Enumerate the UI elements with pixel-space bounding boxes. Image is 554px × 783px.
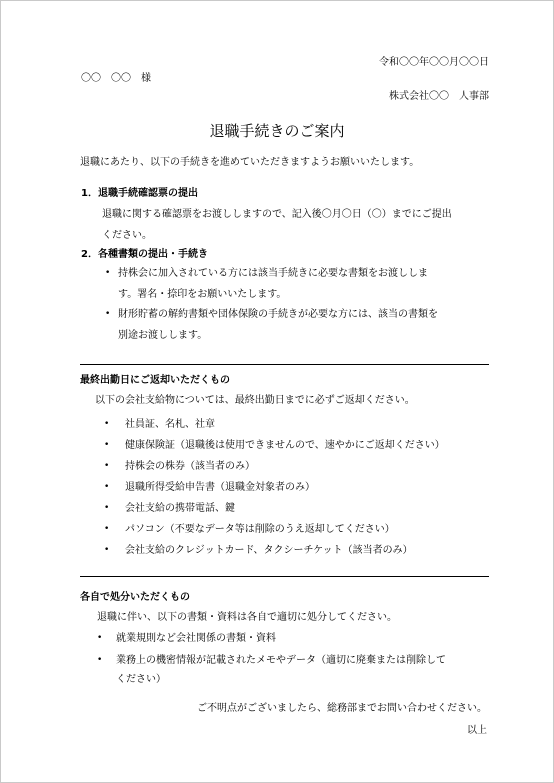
section-divider xyxy=(80,364,489,365)
section2-bullet2-line1: 財形貯蓄の解約書類や団体保険の手続きが必要な方には、該当の書類を xyxy=(118,309,438,320)
return-item: 健康保険証（退職後は使用できませんので、速やかにご返却ください） xyxy=(125,440,445,451)
end-mark: 以上 xyxy=(467,725,487,736)
return-item: 社員証、名札、社章 xyxy=(125,419,215,430)
bullet-icon: • xyxy=(104,461,110,471)
bullet-icon: • xyxy=(104,524,110,534)
dispose-item: 就業規則など会社関係の書類・資料 xyxy=(116,633,276,644)
return-section-intro: 以下の会社支給物については、最終出勤日までに必ずご返却ください。 xyxy=(95,395,415,406)
recipient-name: 〇〇 〇〇 様 xyxy=(81,73,151,84)
intro-text: 退職にあたり、以下の手続きを進めていただきますようお願いいたします。 xyxy=(80,157,420,168)
document-date: 令和〇〇年〇〇月〇〇日 xyxy=(379,57,489,68)
sender-name: 株式会社〇〇 人事部 xyxy=(389,91,489,102)
section2-bullet1-line1: 持株会に加入されている方には該当手続きに必要な書類をお渡ししま xyxy=(118,268,428,279)
section1-text-line1: 退職に関する確認票をお渡ししますので、記入後〇月〇日（〇）までにご提出 xyxy=(102,209,452,220)
dispose-item-line1: 業務上の機密情報が記載されたメモやデータ（適切に廃棄または削除して xyxy=(116,655,446,666)
bullet-icon: • xyxy=(104,503,110,513)
section2-bullet1-line2: す。署名・捺印をお願いいたします。 xyxy=(118,289,287,300)
section2-heading: 2．各種書類の提出・手続き xyxy=(81,249,208,260)
bullet-icon: • xyxy=(105,309,111,319)
closing-text: ご不明点がございましたら、総務部までお問い合わせください。 xyxy=(197,703,487,714)
dispose-item-line2: ください） xyxy=(116,674,166,685)
section-divider xyxy=(80,576,489,577)
return-item: 会社支給のクレジットカード、タクシーチケット（該当者のみ） xyxy=(125,545,413,556)
return-item: パソコン（不要なデータ等は削除のうえ返却してください） xyxy=(125,524,395,535)
bullet-icon: • xyxy=(104,545,110,555)
section1-heading: 1．退職手続確認票の提出 xyxy=(81,188,198,199)
dispose-section-heading: 各自で処分いただくもの xyxy=(80,592,190,603)
bullet-icon: • xyxy=(97,633,103,643)
section2-bullet2-line2: 別途お渡しします。 xyxy=(118,330,208,341)
return-section-heading: 最終出勤日にご返却いただくもの xyxy=(80,375,230,386)
return-item: 退職所得受給申告書（退職金対象者のみ） xyxy=(125,482,315,493)
return-item: 会社支給の携帯電話、鍵 xyxy=(125,503,235,514)
document-title: 退職手続きのご案内 xyxy=(209,122,345,140)
return-item: 持株会の株券（該当者のみ） xyxy=(125,461,255,472)
section1-text-line2: ください。 xyxy=(102,230,152,241)
bullet-icon: • xyxy=(104,419,110,429)
bullet-icon: • xyxy=(105,268,111,278)
bullet-icon: • xyxy=(104,482,110,492)
bullet-icon: • xyxy=(104,440,110,450)
dispose-section-intro: 退職に伴い、以下の書類・資料は各自で適切に処分してください。 xyxy=(97,612,397,623)
bullet-icon: • xyxy=(97,655,103,665)
